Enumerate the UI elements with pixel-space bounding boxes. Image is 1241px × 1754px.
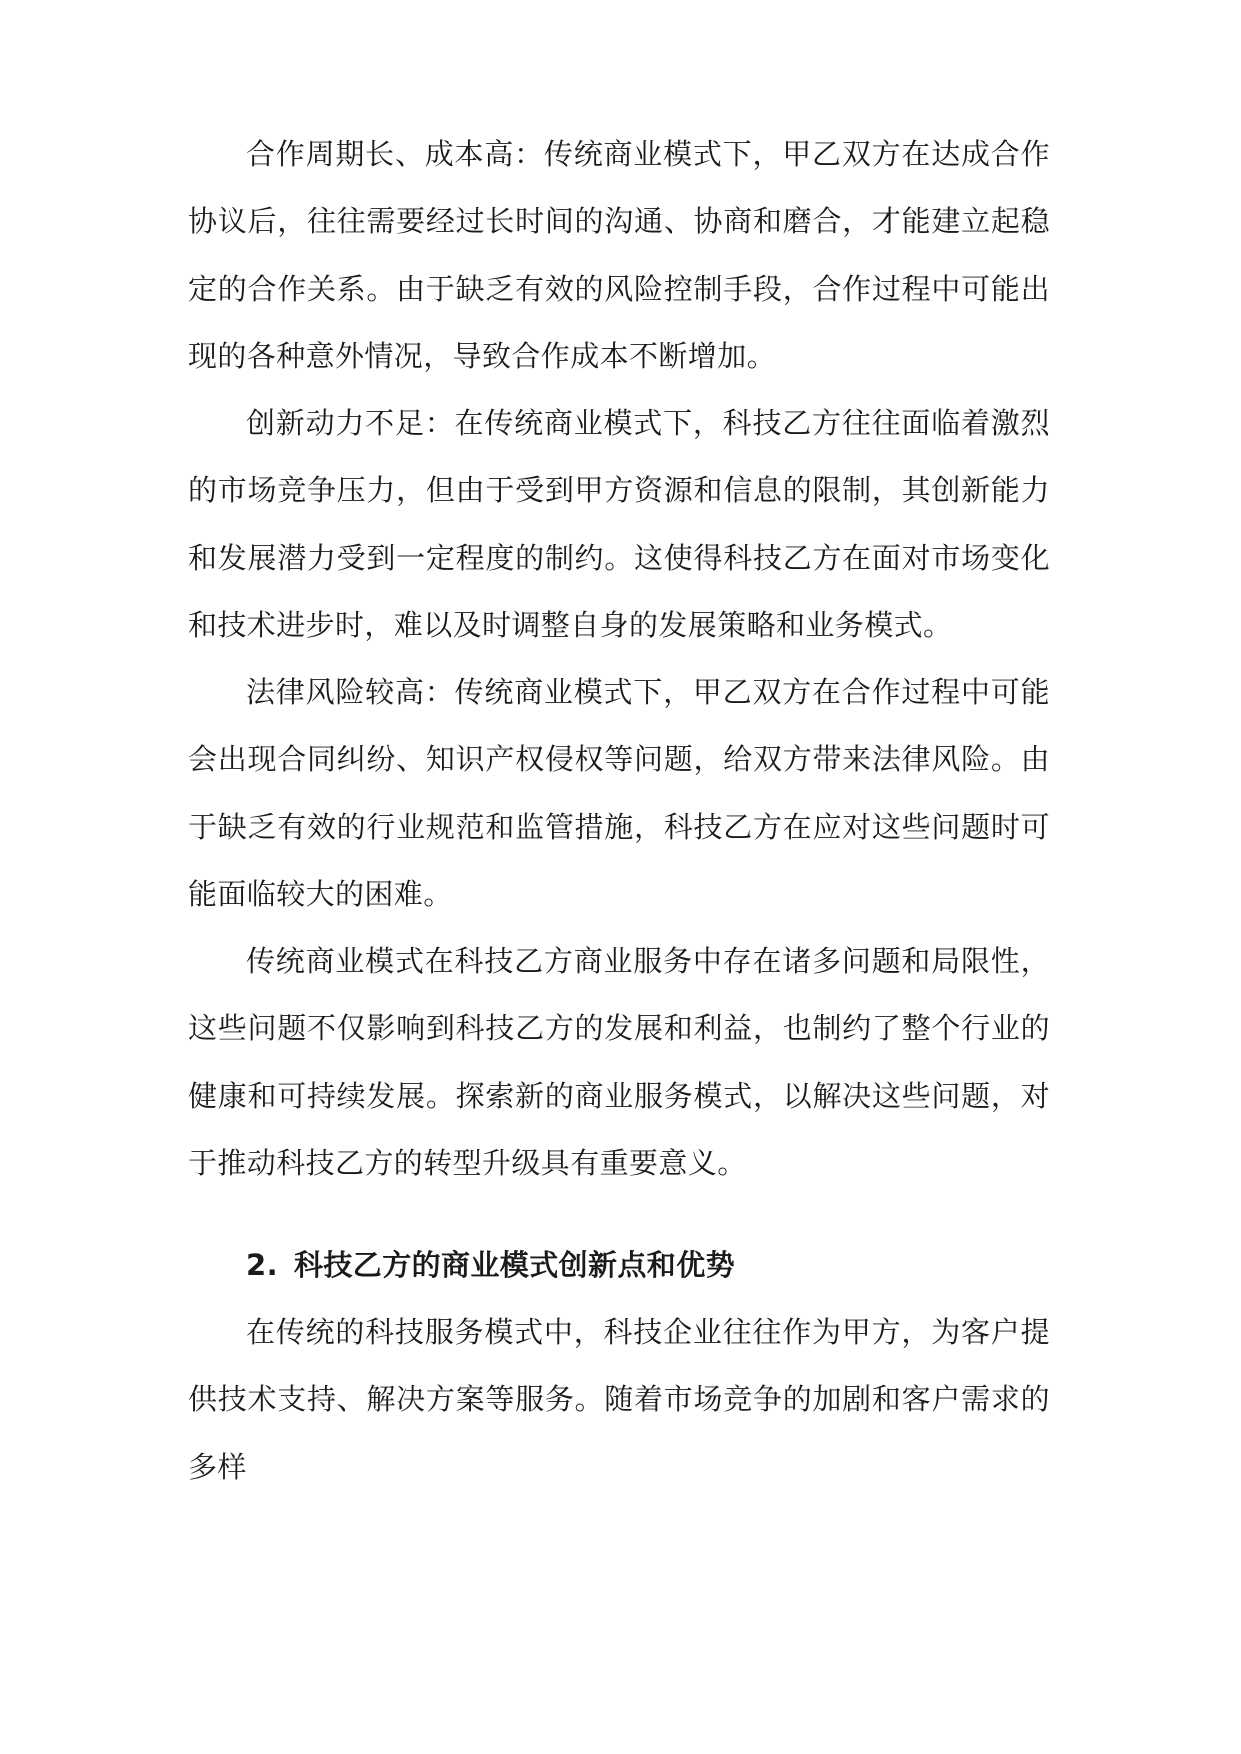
section-title: 科技乙方的商业模式创新点和优势 [294,1248,736,1282]
paragraph-legal-risk: 法律风险较高：传统商业模式下，甲乙双方在合作过程中可能会出现合同纠纷、知识产权侵权等问题，给双方带来法律风险。由于缺乏有效的行业规范和监管措施，科技乙方在应对这些问题时可能面临较大的困难。 [188,675,1050,911]
paragraph-innovation-motivation: 创新动力不足：在传统商业模式下，科技乙方往往面临着激烈的市场竞争压力，但由于受到甲方资源和信息的限制，其创新能力和发展潜力受到一定程度的制约。这使得科技乙方在面对市场变化和技术进步时，难以及时调整自身的发展策略和业务模式。 [188,406,1050,642]
paragraph-summary: 传统商业模式在科技乙方商业服务中存在诸多问题和局限性，这些问题不仅影响到科技乙方的发展和利益，也制约了整个行业的健康和可持续发展。探索新的商业服务模式，以解决这些问题，对于推动科技乙方的转型升级具有重要意义。 [188,944,1050,1180]
paragraph-tech-service-model: 在传统的科技服务模式中，科技企业往往作为甲方，为客户提供技术支持、解决方案等服务。随着市场竞争的加剧和客户需求的多样 [188,1315,1050,1484]
section-heading [246,1232,735,1299]
paragraph-cooperation-cost: 合作周期长、成本高：传统商业模式下，甲乙双方在达成合作协议后，往往需要经过长时间的沟通、协商和磨合，才能建立起稳定的合作关系。由于缺乏有效的风险控制手段，合作过程中可能出现的各种意外情况，导致合作成本不断增加。 [188,137,1050,373]
section-number: 2. [246,1248,278,1282]
